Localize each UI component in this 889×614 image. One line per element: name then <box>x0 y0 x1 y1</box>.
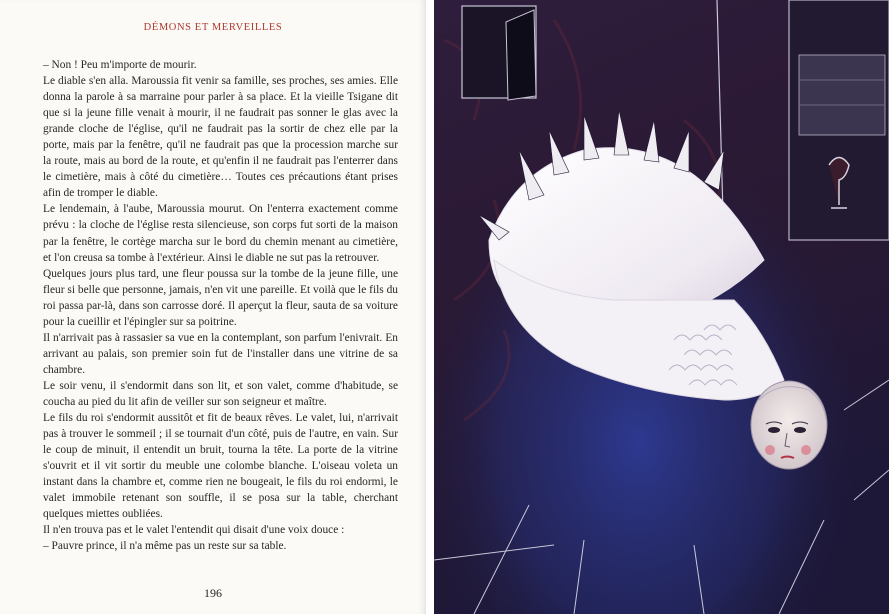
running-head: DÉMONS ET MERVEILLES <box>143 22 283 33</box>
paragraph: Il n'en trouva pas et le valet l'entendit qui disait d'une voix douce : <box>43 524 345 537</box>
cabinet <box>789 0 889 240</box>
paragraph: Le lendemain, à l'aube, Maroussia mourut. On l'enterra exactement comme prévu : la cloche de l'église resta silencieuse, son corps fut sorti de la maison par la fenêtre, le cortège marcha sur le bord du chemin menant au cimetière, et l'on creusa sa tombe à l'extérieur. Ainsi le diable ne sut pas la retrouver. <box>43 203 398 264</box>
paragraph: – Pauvre prince, il n'a même pas un reste sur sa table. <box>43 540 287 553</box>
open-window <box>462 6 536 100</box>
left-text-page <box>0 0 426 614</box>
paragraph: Il n'arrivait pas à rassasier sa vue en la contemplant, son parfum l'enivrait. En arrivant au palais, son premier soin fut de l'installer dans une vitrine de sa chambre. <box>43 331 398 376</box>
paragraph: Le diable s'en alla. Maroussia fit venir sa famille, ses proches, ses amies. Elle donna la parole à sa marraine pour parler à sa place. Et la vieille Tsigane dit que si la jeune fille venait à mourir, il ne faudrait pas sonner le glas avec la grande cloche de l'église, qu'il ne faudrait pas la sortir de chez elle par la porte, mais par la fenêtre, qu'il ne faudrait pas que la procession marche sur la route, mais au bord de la route, et qu'enfin il ne faudrait pas l'enterrer dans le cimetière, mais à côté du cimetière… Toutes ces précautions étant prises afin de tromper le diable. <box>43 75 398 200</box>
dove-illustration <box>434 0 889 614</box>
illustration-page <box>434 0 889 614</box>
page-gutter <box>426 0 434 614</box>
paragraph: Le soir venu, il s'endormit dans son lit, et son valet, comme d'habitude, se coucha au pied du lit afin de veiller sur son seigneur et maître. <box>43 379 398 408</box>
paragraph: Quelques jours plus tard, une fleur poussa sur la tombe de la jeune fille, une fleur si belle que personne, jamais, n'en vit une pareille. Et voilà que le fils du roi passa par-là, dans son carrosse doré. Il aperçut la fleur, sauta de sa voiture pour la cueillir et l'épingler sur sa poitrine. <box>43 267 398 328</box>
story-text <box>43 57 398 554</box>
page-number: 196 <box>204 586 222 600</box>
paragraph: – Non ! Peu m'importe de mourir. <box>43 59 197 71</box>
paragraph: Le fils du roi s'endormit aussitôt et fit de beaux rêves. Le valet, lui, n'arrivait pas à trouver le sommeil ; il se tournait d'un côté, puis de l'autre, en vain. Sur le coup de minuit, il entendit un bruit, tourna la tête. La porte de la vitrine s'ouvrit et il vit sortir du meuble une colombe blanche. L'oiseau voleta un instant dans la chambre et, comme rien ne bougeait, le fils du roi endormi, le valet immobile retenant son souffle, il se posa sur la table, cherchant quelques miettes oubliées. <box>43 412 398 521</box>
